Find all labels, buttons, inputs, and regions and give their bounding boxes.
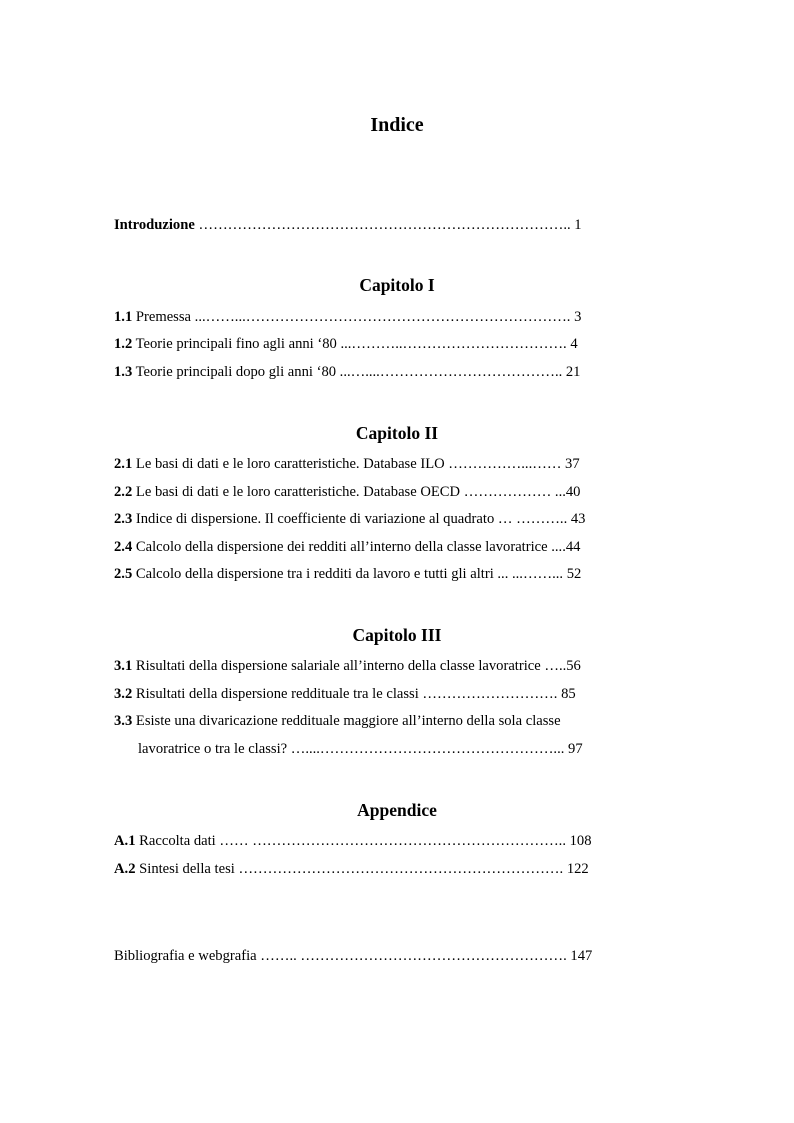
- toc-entry-2-2: [114, 483, 580, 501]
- toc-entry-3-3-continuation: lavoratrice o tra le classi? …....…………………………………………... 97: [138, 741, 583, 757]
- toc-entry-text: Esiste una divaricazione reddituale maggiore all’interno della sola classe: [132, 713, 561, 729]
- toc-entry-label: Introduzione: [114, 217, 195, 233]
- toc-entry-number: 1.2: [114, 336, 133, 352]
- toc-entry-number: A.2: [114, 861, 136, 877]
- chapter-heading-3: Capitolo III: [352, 625, 442, 645]
- toc-entry-number: 2.2: [114, 484, 133, 500]
- toc-entry-text: Indice di dispersione. Il coefficiente di variazione al quadrato … ……….. 43: [132, 511, 586, 527]
- toc-entry-number: 3.2: [114, 686, 133, 702]
- toc-entry-text: Risultati della dispersione reddituale tra le classi ………………………. 85: [132, 686, 576, 702]
- toc-entry-number: A.1: [114, 833, 136, 849]
- toc-entry-a-2: [114, 860, 589, 878]
- toc-entry-1-1: [114, 308, 581, 326]
- chapter-heading-1: Capitolo I: [359, 275, 435, 295]
- appendix-heading: Appendice: [357, 800, 437, 820]
- toc-entry-text: Sintesi della tesi …………………………………………………………. 122: [135, 861, 589, 877]
- toc-entry-text: Teorie principali dopo gli anni ‘80 ...…....……………………………….. 21: [132, 364, 581, 380]
- toc-entry-text: Calcolo della dispersione dei redditi all’interno della classe lavoratrice ....44: [132, 539, 581, 555]
- toc-entry-2-4: [114, 538, 580, 556]
- toc-entry-leader: ………………………………………………………………….. 1: [194, 217, 582, 233]
- chapter-heading-2: Capitolo II: [355, 423, 439, 443]
- toc-entry-number: 1.1: [114, 309, 133, 325]
- toc-entry-number: 3.3: [114, 713, 133, 729]
- toc-entry-text: Le basi di dati e le loro caratteristiche. Database OECD ……………… ...40: [132, 484, 581, 500]
- toc-entry-number: 2.4: [114, 539, 133, 555]
- toc-entry-1-2: [114, 335, 578, 353]
- toc-entry-introduzione: [114, 216, 582, 234]
- toc-entry-number: 3.1: [114, 658, 133, 674]
- toc-entry-text: Teorie principali fino agli anni ‘80 ...………..……………………………. 4: [132, 336, 578, 352]
- toc-entry-text: Premessa ...……...…………………………………………………………. 3: [132, 309, 582, 325]
- toc-entry-text: Risultati della dispersione salariale all’interno della classe lavoratrice …..56: [132, 658, 581, 674]
- toc-entry-3-3: [114, 712, 561, 730]
- toc-entry-2-3: [114, 510, 585, 528]
- toc-entry-a-1: [114, 832, 592, 850]
- page-title: Indice: [370, 114, 424, 136]
- toc-entry-1-3: [114, 363, 580, 381]
- toc-entry-number: 2.3: [114, 511, 133, 527]
- toc-entry-2-5: [114, 565, 581, 583]
- toc-entry-number: 1.3: [114, 364, 133, 380]
- toc-entry-number: 2.1: [114, 456, 133, 472]
- toc-entry-text: Calcolo della dispersione tra i redditi da lavoro e tutti gli altri ... ...……... 52: [132, 566, 582, 582]
- toc-entry-text: Raccolta dati …… ……………………………………………………….. 108: [135, 833, 592, 849]
- toc-entry-3-1: [114, 657, 581, 675]
- toc-entry-number: 2.5: [114, 566, 133, 582]
- toc-entry-bibliography: Bibliografia e webgrafia …….. ………………………………………………. 147: [114, 948, 593, 964]
- toc-entry-3-2: [114, 685, 576, 703]
- toc-entry-2-1: [114, 455, 580, 473]
- toc-entry-text: Le basi di dati e le loro caratteristiche. Database ILO ……………...…… 37: [132, 456, 580, 472]
